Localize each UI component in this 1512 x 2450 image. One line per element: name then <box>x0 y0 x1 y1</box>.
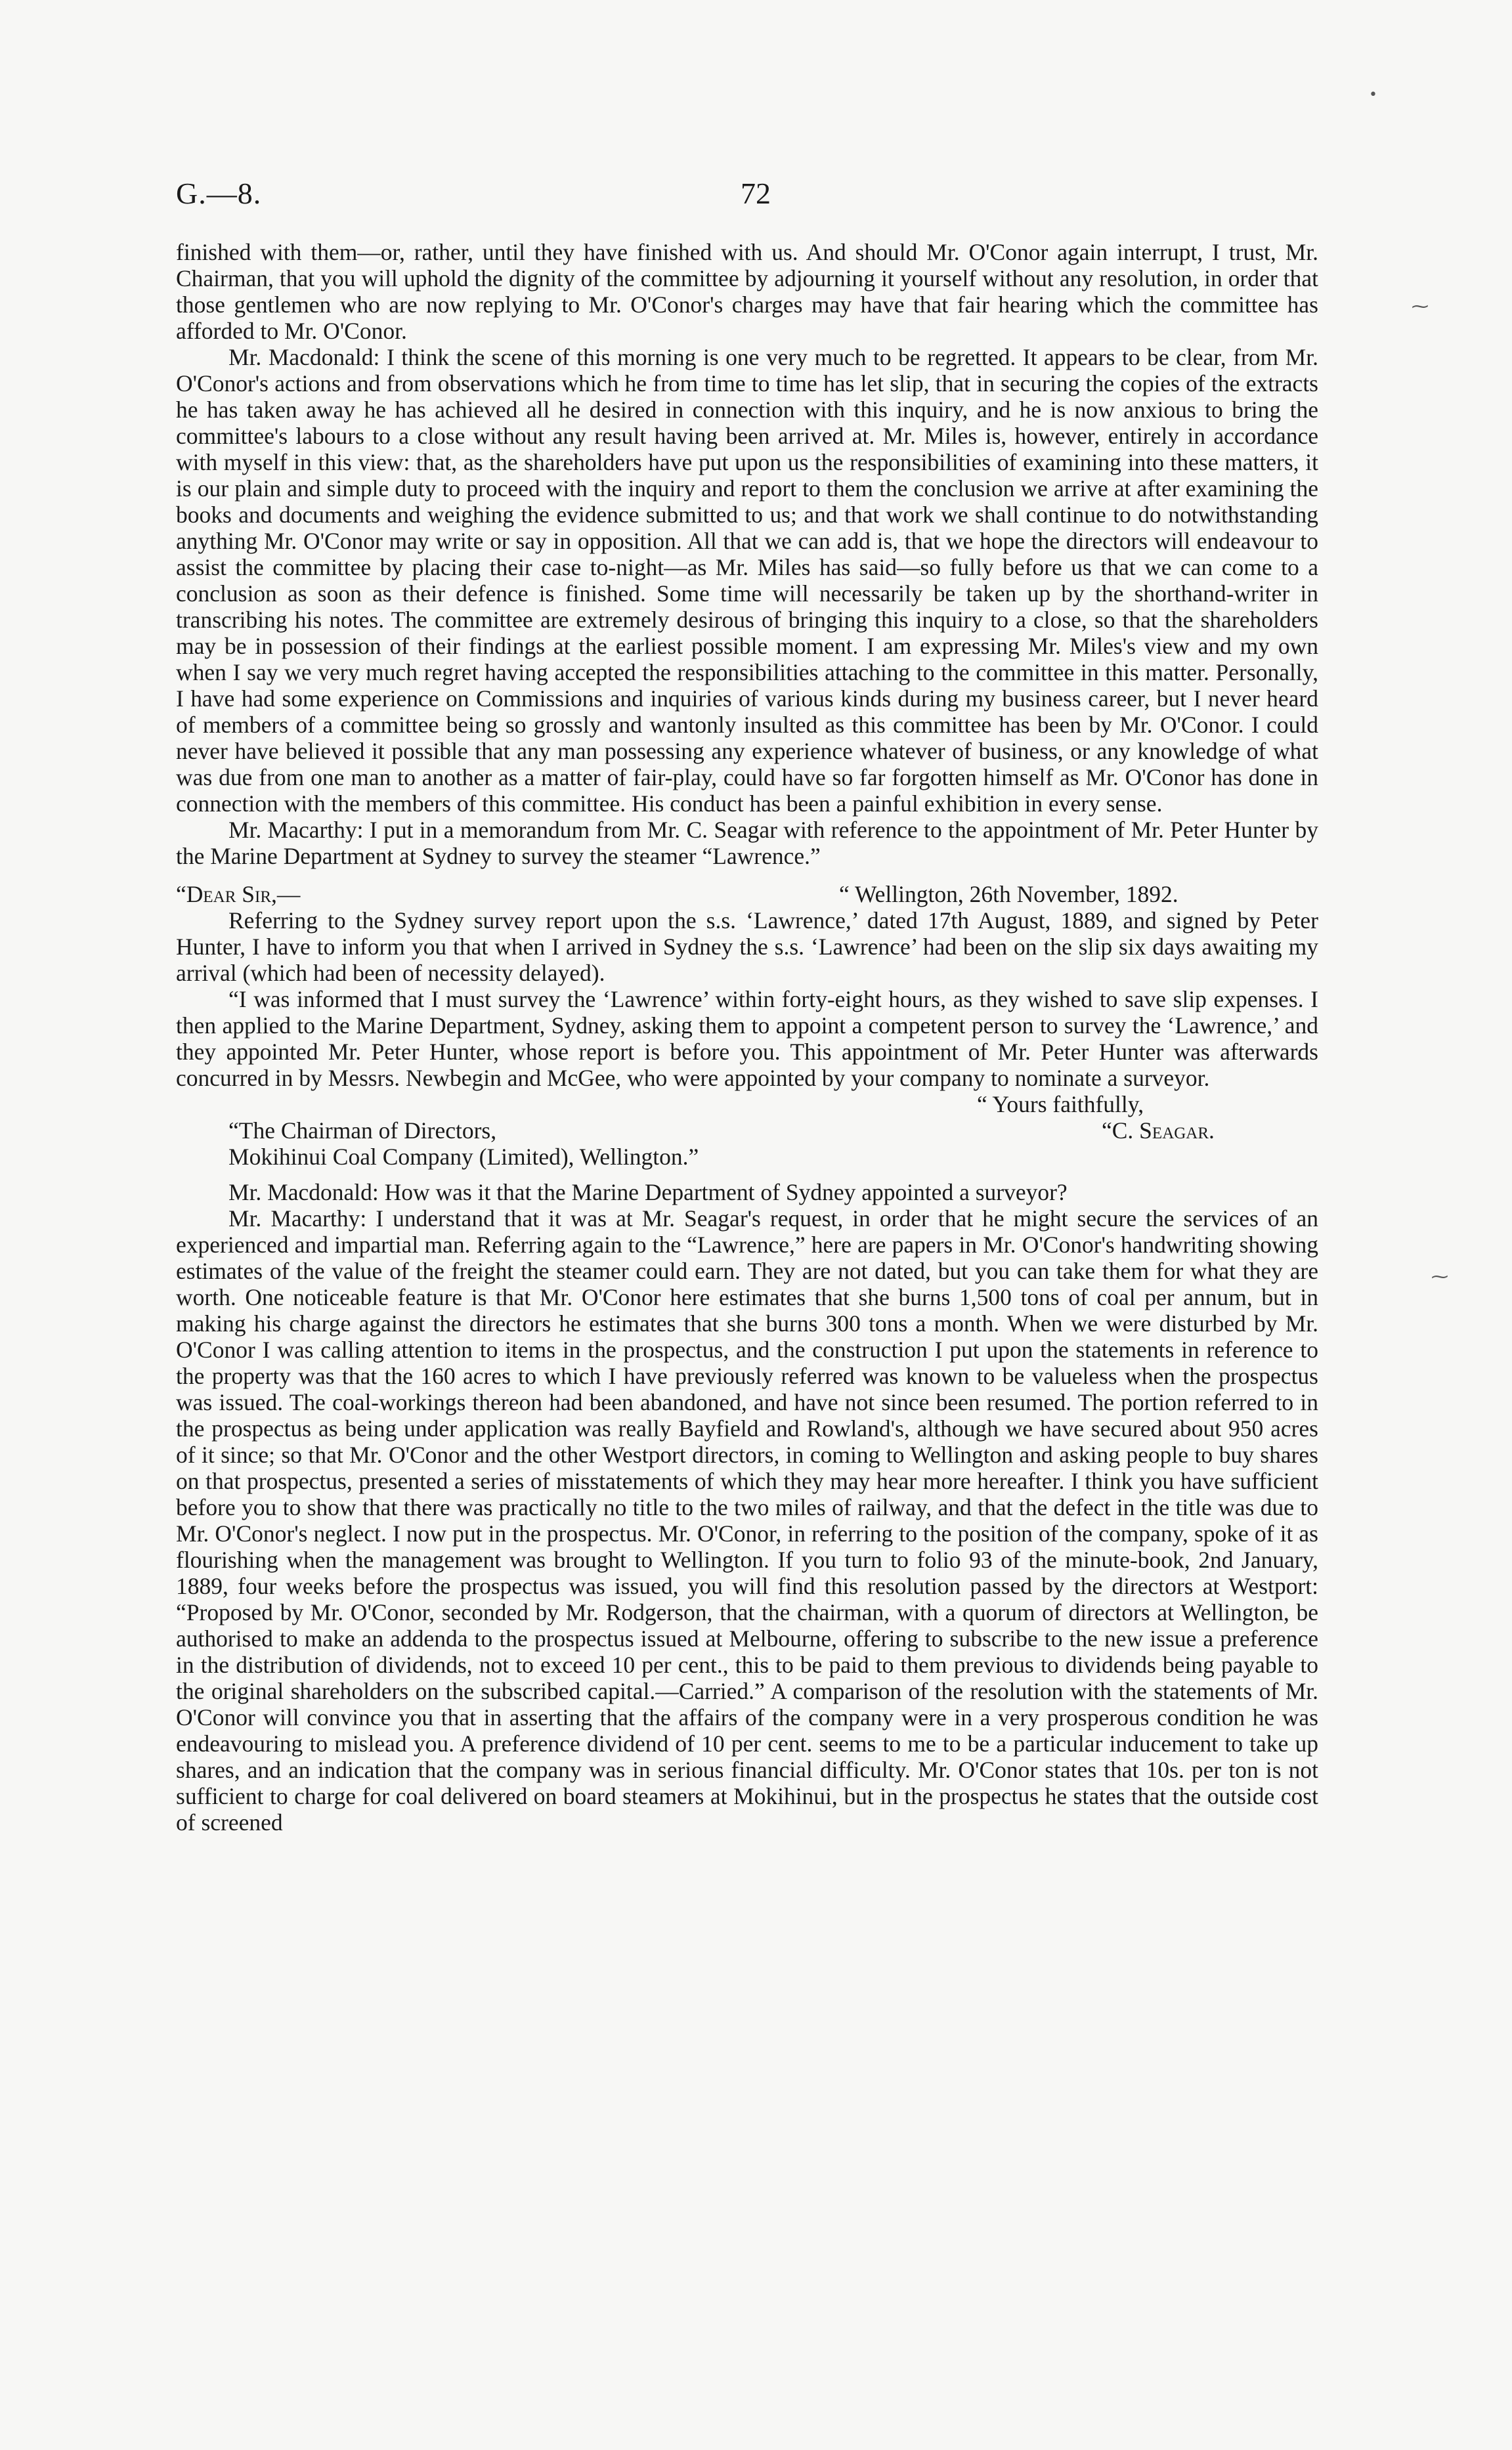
paragraph: Mr. Macdonald: How was it that the Marine Department of Sydney appointed a surveyor? <box>228 1179 1068 1205</box>
letter-signer: “C. Seagar. <box>1102 1117 1215 1144</box>
page-number: 72 <box>741 177 771 210</box>
margin-mark-dash: ⁓ <box>1431 1267 1448 1287</box>
letter-signature-line <box>176 1117 1318 1144</box>
letter-addressee: “The Chairman of Directors, <box>228 1117 497 1144</box>
letter-header <box>176 881 1318 907</box>
paragraph: Mr. Macarthy: I put in a memorandum from Mr. C. Seagar with reference to the appointment of Mr. Peter Hunter by the Marine Department at Sydney to survey the steamer “Lawrence.” <box>176 817 1318 869</box>
letter-paragraph: Referring to the Sydney survey report upon the s.s. ‘Lawrence,’ dated 17th August, 1889, and signed by Peter Hunter, I have to inform you that when I arrived in Sydney the s.s. ‘Lawrence’ had been on the slip six days awaiting my arrival (which had been of necessity delayed). <box>176 907 1318 986</box>
paragraph: Mr. Macarthy: I understand that it was at Mr. Seagar's request, in order that he might secure the services of an experienced and impartial man. Referring again to the “Lawrence,” here are papers in Mr. O'Conor's handwriting showing estimates of the value of the freight the steamer could earn. They are not dated, but you can take them for what they are worth. One noticeable feature is that Mr. O'Conor here estimates that she burns 1,500 tons of coal per annum, but in making his charge against the directors he estimates that she burns 300 tons a month. When we were disturbed by Mr. O'Conor I was calling attention to items in the prospectus, and the construction I put upon the statements in reference to the property was that the 160 acres to which I have previously referred was known to be valueless when the prospectus was issued. The coal-workings thereon had been abandoned, and have not since been resumed. The portion referred to in the prospectus as being under application was really Bayfield and Rowland's, although we have secured about 950 acres of it since; so that Mr. O'Conor and the other Westport directors, in coming to Wellington and asking people to buy shares on that prospectus, presented a series of misstatements of which they may hear more hereafter. I think you have sufficient before you to show that there was practically no title to the two miles of railway, and that the defect in the title was due to Mr. O'Conor's neglect. I now put in the prospectus. Mr. O'Conor, in referring to the position of the company, spoke of it as flourishing when the management was brought to Wellington. If you turn to folio 93 of the minute-book, 2nd January, 1889, four weeks before the prospectus was issued, you will find this resolution passed by the directors at Westport: “Proposed by Mr. O'Conor, seconded by Mr. Rodgerson, that the chairman, with a quorum of directors at Wellington, be authorised to make an addenda to the prospectus issued at Melbourne, offering to subscribe to the new issue a preference in the distribution of dividends, not to exceed 10 per cent., this to be paid to them previous to dividends being payable to the original shareholders on the subscribed capital.—Carried.” A comparison of the resolution with the statements of Mr. O'Conor will convince you that in asserting that the affairs of the company were in a very prosperous condition he was endeavouring to mislead you. A preference dividend of 10 per cent. seems to me to be a particular inducement to take up shares, and an indication that the company was in serious financial difficulty. Mr. O'Conor states that 10s. per ton is not sufficient to charge for coal delivered on board steamers at Mokihinui, but in the prospectus he states that the outside cost of screened <box>176 1205 1318 1836</box>
page-header <box>176 176 1384 222</box>
margin-mark-dash: ⁓ <box>1412 297 1429 316</box>
letter-dateline: “ Wellington, 26th November, 1892. <box>839 881 1178 907</box>
letter-company: Mokihinui Coal Company (Limited), Wellington.” <box>228 1144 699 1170</box>
document-reference: G.—8. <box>176 177 262 210</box>
margin-mark-dot: • <box>1369 87 1377 103</box>
paragraph: Mr. Macdonald: I think the scene of this morning is one very much to be regretted. It appears to be clear, from Mr. O'Conor's actions and from observations which he from time to time has let slip, that in securing the copies of the extracts he has taken away he has achieved all he desired in connection with this inquiry, and he is now anxious to bring the committee's labours to a close without any result having been arrived at. Mr. Miles is, however, entirely in accordance with myself in this view: that, as the shareholders have put upon us the responsibilities of examining into these matters, it is our plain and simple duty to proceed with the inquiry and report to them the conclusion we arrive at after examining the books and documents and weighing the evidence submitted to us; and that work we shall continue to do notwithstanding anything Mr. O'Conor may write or say in opposition. All that we can add is, that we hope the directors will endeavour to assist the committee by placing their case to-night—as Mr. Miles has said—so fully before us that we can come to a conclusion as soon as their defence is finished. Some time will necessarily be taken up by the shorthand-writer in transcribing his notes. The committee are extremely desirous of bringing this inquiry to a close, so that the shareholders may be in possession of their findings at the earliest possible moment. I am expressing Mr. Miles's view and my own when I say we very much regret having accepted the responsibilities attaching to the committee in this matter. Personally, I have had some experience on Commissions and inquiries of various kinds during my business career, but I never heard of members of a committee being so grossly and wantonly insulted as this committee has been by Mr. O'Conor. I could never have believed it possible that any man possessing any experience whatever of business, or any knowledge of what was due from one man to another as a matter of fair-play, could have so far forgotten himself as Mr. O'Conor has done in connection with the members of this committee. His conduct has been a painful exhibition in every sense. <box>176 344 1318 817</box>
letter-paragraph: “I was informed that I must survey the ‘Lawrence’ within forty-eight hours, as they wished to save slip expenses. I then applied to the Marine Department, Sydney, asking them to appoint a competent person to survey the ‘Lawrence,’ and they appointed Mr. Peter Hunter, whose report is before you. This appointment of Mr. Peter Hunter was afterwards concurred in by Messrs. Newbegin and McGee, who were appointed by your company to nominate a surveyor. <box>176 986 1318 1091</box>
body-text <box>176 239 1318 1836</box>
letter-salutation: “Dear Sir,— <box>176 881 301 907</box>
letter-closing: “ Yours faithfully, <box>977 1091 1144 1117</box>
paragraph: finished with them—or, rather, until they have finished with us. And should Mr. O'Conor again interrupt, I trust, Mr. Chairman, that you will uphold the dignity of the committee by adjourning it yourself without any resolution, in order that those gentlemen who are now replying to Mr. O'Conor's charges may have that fair hearing which the committee has afforded to Mr. O'Conor. <box>176 239 1318 344</box>
